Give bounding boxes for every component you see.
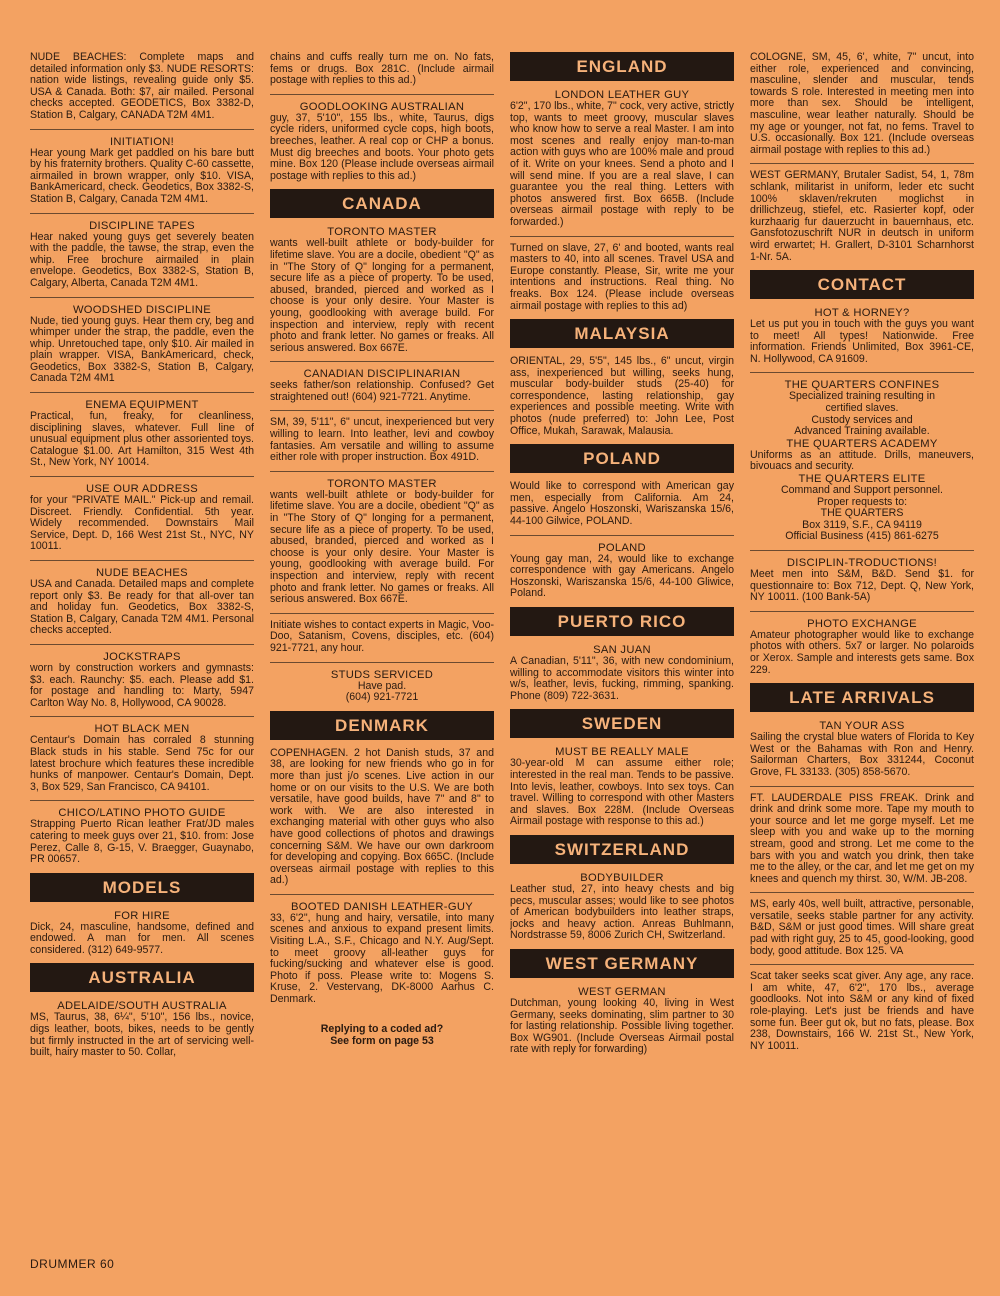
section-banner-malaysia: MALAYSIA (510, 319, 734, 348)
classified-ad (270, 901, 494, 1006)
ad-headline: DISCIPLIN-TRODUCTIONS! (786, 557, 938, 569)
ad-body: Dick, 24, masculine, handsome, defined and endowed. A man for men. All scenes considered. (312) 649-9577. (30, 920, 254, 956)
divider (270, 94, 494, 95)
divider (30, 476, 254, 477)
classified-ad (510, 356, 734, 437)
ad-body: seeks father/son relationship. Confused? Get straightened out! (604) 921-7721. Anytime. (270, 379, 494, 403)
classified-ad (270, 368, 494, 403)
classified-ad (270, 101, 494, 183)
divider (510, 535, 734, 536)
ad-headline: STUDS SERVICED (330, 668, 434, 681)
ad-line: Advanced Training available. (794, 425, 930, 438)
divider (270, 662, 494, 663)
divider (510, 236, 734, 237)
ad-headline: SAN JUAN (593, 644, 651, 656)
classified-ad (510, 89, 734, 229)
section-banner-models: MODELS (30, 873, 254, 902)
classified-ad (30, 136, 254, 206)
ad-line: THE QUARTERS (820, 507, 904, 520)
section-banner-denmark: DENMARK (270, 711, 494, 740)
ad-headline: ADELAIDE/SOUTH AUSTRALIA (57, 1000, 227, 1013)
ad-body: Centaur's Domain has corraled 8 stunning Black studs in his stable. Send 75c for our latest brochure which features these incredible hunks of manpower. Centaur's Domain, Dept. 3, Box 529, San Francisco, CA 94101. (30, 734, 254, 793)
ad-body: Meet men into S&M, B&D. Send $1. for questionnaire to: Box 712, Dept. Q, New York, NY 10011. (100 Bank-5A) (750, 568, 974, 604)
ad-body: wants well-built athlete or body-builder for lifetime slave. You are a docile, obedient "Q" as in "The Story of Q" longing for a permanent, secure life as a piece of property. To be used, abused, branded, pierced and worked as I choose is your only desire. Your Master is young, goodlooking with average build. For inspection and interview, reply with recent photo and frank letter. No games or freaks. All serious answered. Box 667E. (270, 488, 494, 606)
ad-line: (604) 921-7721 (345, 691, 419, 704)
ad-body: A Canadian, 5'11", 36, with new condominium, willing to accommodate visitors this winter into w/s, leather, levis, fucking, rimming, spanking. Phone (809) 722-3631. (510, 655, 734, 702)
ad-headline: CHICO/LATINO PHOTO GUIDE (58, 807, 226, 820)
ad-headline: GOODLOOKING AUSTRALIAN (299, 100, 465, 113)
ad-line: Official Business (415) 861-6275 (785, 530, 939, 543)
classified-ad (750, 618, 974, 676)
column-1 (30, 52, 254, 1267)
ad-headline: POLAND (598, 541, 646, 554)
ad-headline: JOCKSTRAPS (103, 650, 181, 663)
ad-line: Have pad. (357, 679, 407, 692)
classified-ad (270, 748, 494, 887)
divider (30, 129, 254, 130)
section-banner-contact: CONTACT (750, 270, 974, 299)
ad-body: for your "PRIVATE MAIL." Pick-up and remail. Discreet. Friendly. Confidential. 5th year. Widely recommended. Downstairs Mail Service, Dept. D, 166 West 21st St., NYC, NY 10011. (30, 494, 254, 553)
ad-headline: MUST BE REALLY MALE (555, 746, 689, 759)
divider (30, 644, 254, 645)
classified-ad (270, 620, 494, 655)
section-banner-switzerland: SWITZERLAND (510, 835, 734, 864)
column-3 (510, 52, 734, 1267)
section-banner-sweden: SWEDEN (510, 709, 734, 738)
ad-body: Dutchman, young looking 40, living in West Germany, seeks dominating, slim partner to 30 for lasting relationship. Possible living together. Box WG901. (Include Overseas Airmail postal rate with reply for forwarding) (510, 996, 734, 1056)
divider (30, 716, 254, 717)
ad-headline: USE OUR ADDRESS (85, 483, 199, 496)
ad-headline: TORONTO MASTER (327, 226, 437, 239)
classified-ad (270, 669, 494, 704)
ad-headline: DISCIPLINE TAPES (89, 219, 195, 232)
ad-body: Hear young Mark get paddled on his bare butt by his fraternity brothers. Quality C-60 cassette, airmailed in brown wrapper, only $10. VISA, BankAmericard, check. Geodetics, Box 3382-S, Station B, Calgary, Canada T2M 4M1. (30, 146, 254, 205)
ad-headline: LONDON LEATHER GUY (554, 89, 690, 101)
classified-ad (30, 910, 254, 957)
ad-body: Practical, fun, freaky, for cleanliness, disciplining slaves, whatever. Full line of unusual equipment plus other assoriented toys. Catalogue $1.00. Art Hamilton, 315 West 4th St., New York, NY 10014. (30, 410, 254, 469)
classified-ad (750, 170, 974, 263)
ad-body: Young gay man, 24, would like to exchange correspondence with gay Americans. Angelo Hoszonski, Wariszanska 15/6, 44-100 Gliwice, Poland. (510, 552, 734, 600)
divider (270, 471, 494, 472)
classified-ad (510, 986, 734, 1056)
ad-body: guy, 37, 5'10", 155 lbs., white, Taurus, digs cycle riders, uniformed cycle cops, high boots, breeches, leather. A real cop or CHP a bonus. Must dig breeches and boots. Your photo gets mine. Box 120 (Please include overseas airmail postage with replies to this ad.) (270, 111, 494, 182)
ad-headline: CANADIAN DISCIPLINARIAN (303, 368, 461, 381)
ad-body: 6'2", 170 lbs., white, 7" cock, very active, strictly top, wants to meet groovy, muscular slaves who know how to serve a real Master. I am into most scenes and really enjoy man-to-man action with guys who are 100% male and proud of it. Write on your knees. Send a photo and I will send mine. If you are a real slave, I can guarantee you the real thing. Letters with photos answered first. Box 665B. (Include overseas airmail postage with reply to be forwarded.) (510, 100, 734, 228)
section-banner-puerto-rico: PUERTO RICO (510, 607, 734, 636)
ad-line: certified slaves. (825, 402, 899, 415)
ad-line: Box 3119, S.F., CA 94119 (802, 518, 922, 531)
ad-body: worn by construction workers and gymnasts: $3. each. Raunchy: $5. each. Please add $1. for postage and handling to: Marty, 5947 Carlton Way No. 8, Hollywood, CA 90028. (30, 661, 254, 709)
classified-ad (30, 483, 254, 553)
divider (750, 550, 974, 551)
section-banner-west-germany: WEST GERMANY (510, 949, 734, 978)
ad-body: SM, 39, 5'11", 6" uncut, inexperienced but very willing to learn. Into leather, levi and cowboy fantasies. Am versatile and willing to assume either role with proper instruction. Box 491D. (270, 416, 494, 464)
classified-ad (510, 644, 734, 702)
classified-ad (510, 243, 734, 313)
ad-body: NUDE BEACHES: Complete maps and detailed information only $3. NUDE RESORTS: nation wide listings, revealing guide only $5. USA & Canada. Both: $7, air mailed. Personal checks accepted. GEODETICS, Box 3382-D, Station B, Calgary, CANADA T2M 4M1. (30, 52, 254, 121)
ad-body: Leather stud, 27, into heavy chests and big pecs, muscular asses; would like to see photos of American bodybuilders into leather straps, jocks and heavy action. Anreas Buhlmann, Nordstrasse 59, 8006 Zurich CH, Switzerland. (510, 882, 734, 942)
classified-ad (750, 557, 974, 604)
classified-ad (270, 417, 494, 463)
ad-body: wants well-built athlete or body-builder for lifetime slave. You are a docile, obedient "Q" as in "The Story of Q" longing for a permanent, secure life as a piece of property. To be used, abused, branded, pierced and worked as I choose is your only desire. Your Master is young, goodlooking with average build. For inspection and interview, reply with recent photo and frank letter. No games or freaks. All serious answered. Box 667E. (270, 237, 494, 354)
ad-headline: BOOTED DANISH LEATHER-GUY (291, 900, 473, 913)
column-2 (270, 52, 494, 1267)
ad-body: Initiate wishes to contact experts in Magic, Voo-Doo, Satanism, Covens, disciples, etc. (604) 921-7721, any hour. (270, 618, 494, 654)
ad-headline: TORONTO MASTER (327, 477, 437, 490)
ad-body: FT. LAUDERDALE PISS FREAK. Drink and drink and drink some more. Tape my mouth to your source and let me gorge myself. Let me sleep with you and wake up to the morning stream, good and strong. Let me come to the bars with you and watch you drink, then take me to the alley, or the car, and let me get on my knees and quench my thirst. 30, W/M. JB-208. (750, 791, 974, 885)
classified-ad (750, 971, 974, 1052)
classified-ad (270, 226, 494, 354)
divider (750, 786, 974, 787)
ad-line: Specialized training resulting in (788, 390, 936, 403)
classified-ad (30, 304, 254, 386)
ad-body: Nude, tied young guys. Hear them cry, beg and whimper under the strap, the paddle, even the whip. Unretouched tape, only $10. Air mailed in plain wrapper. VISA, BankAmericard, check, Geodetics, Box 3382-S, Station B, Calgary, Canada T2M 4M1 (30, 314, 254, 385)
ad-headline: HOT BLACK MEN (94, 723, 190, 736)
divider (270, 361, 494, 362)
ad-body: Scat taker seeks scat giver. Any age, any race. I am white, 47, 6'2", 170 lbs., average goodlooks. Not into S&M or any kind of fixed role-playing. Let's just be friends and have some fun. Beer gut ok, but no fats, please. Box 238, Downstairs, 166 W. 21st St., New York, NY 10011. (750, 970, 974, 1052)
classified-ad (30, 52, 254, 122)
divider (30, 213, 254, 214)
reply-note-line-1: Replying to a coded ad? (320, 1022, 444, 1035)
ad-line: Custody services and (811, 413, 913, 426)
ad-body: chains and cuffs really turn me on. No fats, fems or drugs. Box 281C. (Include airmail postage with replies to this ad.) (270, 52, 494, 87)
ad-body: Uniforms as an attitude. Drills, maneuvers, bivouacs and security. (750, 448, 974, 473)
ad-headline: HOT & HORNEY? (814, 307, 910, 320)
ad-headline: WOODSHED DISCIPLINE (72, 303, 212, 316)
section-banner-canada: CANADA (270, 189, 494, 218)
divider (270, 410, 494, 411)
section-banner-late-arrivals: LATE ARRIVALS (750, 683, 974, 712)
ad-body: USA and Canada. Detailed maps and complete report only $3. Be ready for that all-over tan and holiday fun. Geodetics, Box 3382-S, Station B, Calgary, Canada T2M 4M1. Personal checks accepted. (30, 578, 254, 637)
ad-body: Strapping Puerto Rican leather Frat/JD males catering to meek guys over 21, $10. from: Jose Perez, Calle 8, G-15, V. Braegger, Guaynabo, PR 00657. (30, 818, 254, 866)
reply-note-line-2: See form on page 53 (330, 1034, 434, 1047)
classified-ad (30, 651, 254, 709)
ad-headline: BODYBUILDER (580, 871, 664, 884)
ad-body: WEST GERMANY, Brutaler Sadist, 54, 1, 78m schlank, militarist in uniform, leder etc sucht 100% sklaven/rekruten moglichst in drillichzeug, stiefel, etc. Rasierter kopf, oder kurzhaarig fur dauerzucht in bauernhaus, etc. Gansfotozuschrift NUR in deutsch in uniform wird erwartet; H. Grallert, D-3101 Scharnhorst 1-Nr. 5A. (750, 169, 974, 263)
classified-ad (510, 872, 734, 942)
divider (30, 297, 254, 298)
divider (750, 372, 974, 373)
ad-body: MS, early 40s, well built, attractive, personable, versatile, seeks stable partner for any activity. B&D, S&M or just good times. Will share great pad with right guy, 25 to 45, good-looking, good body, good attitude. Box 125. VA (750, 898, 974, 957)
ad-body: COLOGNE, SM, 45, 6', white, 7" uncut, into either role, experienced and convincing, masculine, slender and muscular, tends towards S role. Interested in meeting men into more than sex. Should be intelligent, masculine, wear leather naturally. Should be my age or younger, not fat, no fems. Travel to U.S. occasionally. Box 121. (Include overseas airmail postage with replies to this ad.) (750, 52, 974, 156)
divider (270, 613, 494, 614)
ad-body: Turned on slave, 27, 6' and booted, wants real masters to 40, into all scenes. Travel USA and Europe constantly. Please, Sir, write me your intentions and instructions. Real thing. No freaks. Box 124. (Please include overseas airmail postage with replies to this ad) (510, 241, 734, 312)
ad-headline: PHOTO EXCHANGE (807, 617, 917, 630)
classified-ad (30, 220, 254, 290)
classified-ad (750, 793, 974, 886)
classified-ad (30, 399, 254, 469)
divider (750, 892, 974, 893)
ad-headline: TAN YOUR ASS (819, 720, 905, 733)
section-banner-england: ENGLAND (510, 52, 734, 81)
ad-headline: NUDE BEACHES (96, 567, 188, 579)
ad-headline: INITIATION! (110, 135, 174, 148)
ad-body: Let us put you in touch with the guys you want to meet! All types! Nationwide. Free information. Friends Unlimited, Box 3961-CE, N. Hollywood, CA 91609. (750, 318, 974, 365)
divider (30, 800, 254, 801)
ad-body: MS, Taurus, 38, 6¼", 5'10", 156 lbs., novice, digs leather, boots, bikes, needs to be gently but firmly instructed in the art of servicing well-built, hairy master to 50. Collar, (30, 1011, 254, 1059)
ad-body: 33, 6'2", hung and hairy, versatile, into many scenes and anxious to expand present limits. Visiting L.A., S.F., Chicago and N.Y. Aug/Sept. to meet groovy all-leather guys for fucking/sucking and whatever else is good. Photo if poss. Please write to: Mogens S. Kruse, 2. Vestervang, DK-8000 Aarhus C. Denmark. (270, 911, 494, 1006)
ad-headline: THE QUARTERS CONFINES (784, 379, 940, 392)
classified-ad (270, 52, 494, 87)
divider (750, 163, 974, 164)
ad-body: Sailing the crystal blue waters of Florida to Key West or the Bahamas with Ron and Henry. Sailorman Charters, Box 331244, Coconut Grove, FL 33133. (305) 858-5670. (750, 731, 974, 778)
divider (30, 392, 254, 393)
classified-ad (510, 481, 734, 527)
classified-ad (750, 720, 974, 778)
classified-ad (750, 379, 974, 543)
section-banner-poland: POLAND (510, 444, 734, 473)
classified-ad (510, 542, 734, 600)
ad-body: Hear naked young guys get severely beaten with the paddle, the tawse, the strap, even the whip. Free brochure airmailed in plain envelope. Geodetics, Box 3382-S, Station B, Calgary, Alberta, Canada T2M 4M1. (30, 230, 254, 289)
ad-body: Would like to correspond with American gay men, especially from California. Am 24, passive. Angelo Hoszonski, Wariszanska 15/6, 44-100 Gilwice, POLAND. (510, 480, 734, 528)
classified-ad (750, 307, 974, 365)
ad-body: ORIENTAL, 29, 5'5", 145 lbs., 6" uncut, virgin ass, inexperienced but willing, seeks hung, muscular body-builder studs (25-40) for correspondence, lasting relationship, gay experiences and possible meeting. Write with photos (nude preferred) to: John Lee, Post Office, Mukah, Sarawak, Malausia. (510, 355, 734, 437)
classified-ad (30, 567, 254, 637)
classified-ad (510, 746, 734, 828)
classified-ad (30, 1000, 254, 1058)
ad-line: Proper requests to: (816, 495, 908, 508)
ad-body: Amateur photographer would like to exchange photos with others. 5x7 or larger. No polaroids or Xerox. Sample and interests gets same. Box 229. (750, 628, 974, 676)
ad-headline: THE QUARTERS ACADEMY (786, 437, 938, 450)
divider (30, 560, 254, 561)
classified-ad (750, 52, 974, 156)
ad-headline: THE QUARTERS ELITE (798, 473, 926, 486)
ad-headline: ENEMA EQUIPMENT (85, 399, 199, 412)
classified-ad (750, 899, 974, 957)
ad-body: COPENHAGEN. 2 hot Danish studs, 37 and 38, are looking for new friends who go in for more than just j/o scenes. Live action in our home or on our visits to the U.S. We are both versatile, have good builds, have 7" and 8" to work with. We are also interested in exchanging material with other guys who also have good collections of photos and drawings concerning S&M. We have our own darkroom for developing and copying. Box 665C. (Include overseas airmail postage with replies to this ad.) (270, 746, 494, 887)
divider (750, 611, 974, 612)
ad-body: 30-year-old M can assume either role; interested in the real man. Tends to be passive. Into levis, leather, cowboys. Into sex toys. Can travel. Willing to correspond with other Masters and slaves. Box 228M. (Include Overseas Airmail postage with response to this ad.) (510, 757, 734, 828)
ad-line: Command and Support personnel. (781, 484, 943, 497)
classified-ad (270, 478, 494, 606)
column-4 (750, 52, 974, 1267)
classified-ad (30, 723, 254, 793)
page-footer: DRUMMER 60 (30, 1257, 115, 1271)
ad-headline: WEST GERMAN (578, 985, 666, 998)
classified-ad (30, 807, 254, 865)
section-banner-australia: AUSTRALIA (30, 963, 254, 992)
ad-headline: FOR HIRE (114, 909, 170, 922)
divider (750, 964, 974, 965)
divider (270, 894, 494, 895)
